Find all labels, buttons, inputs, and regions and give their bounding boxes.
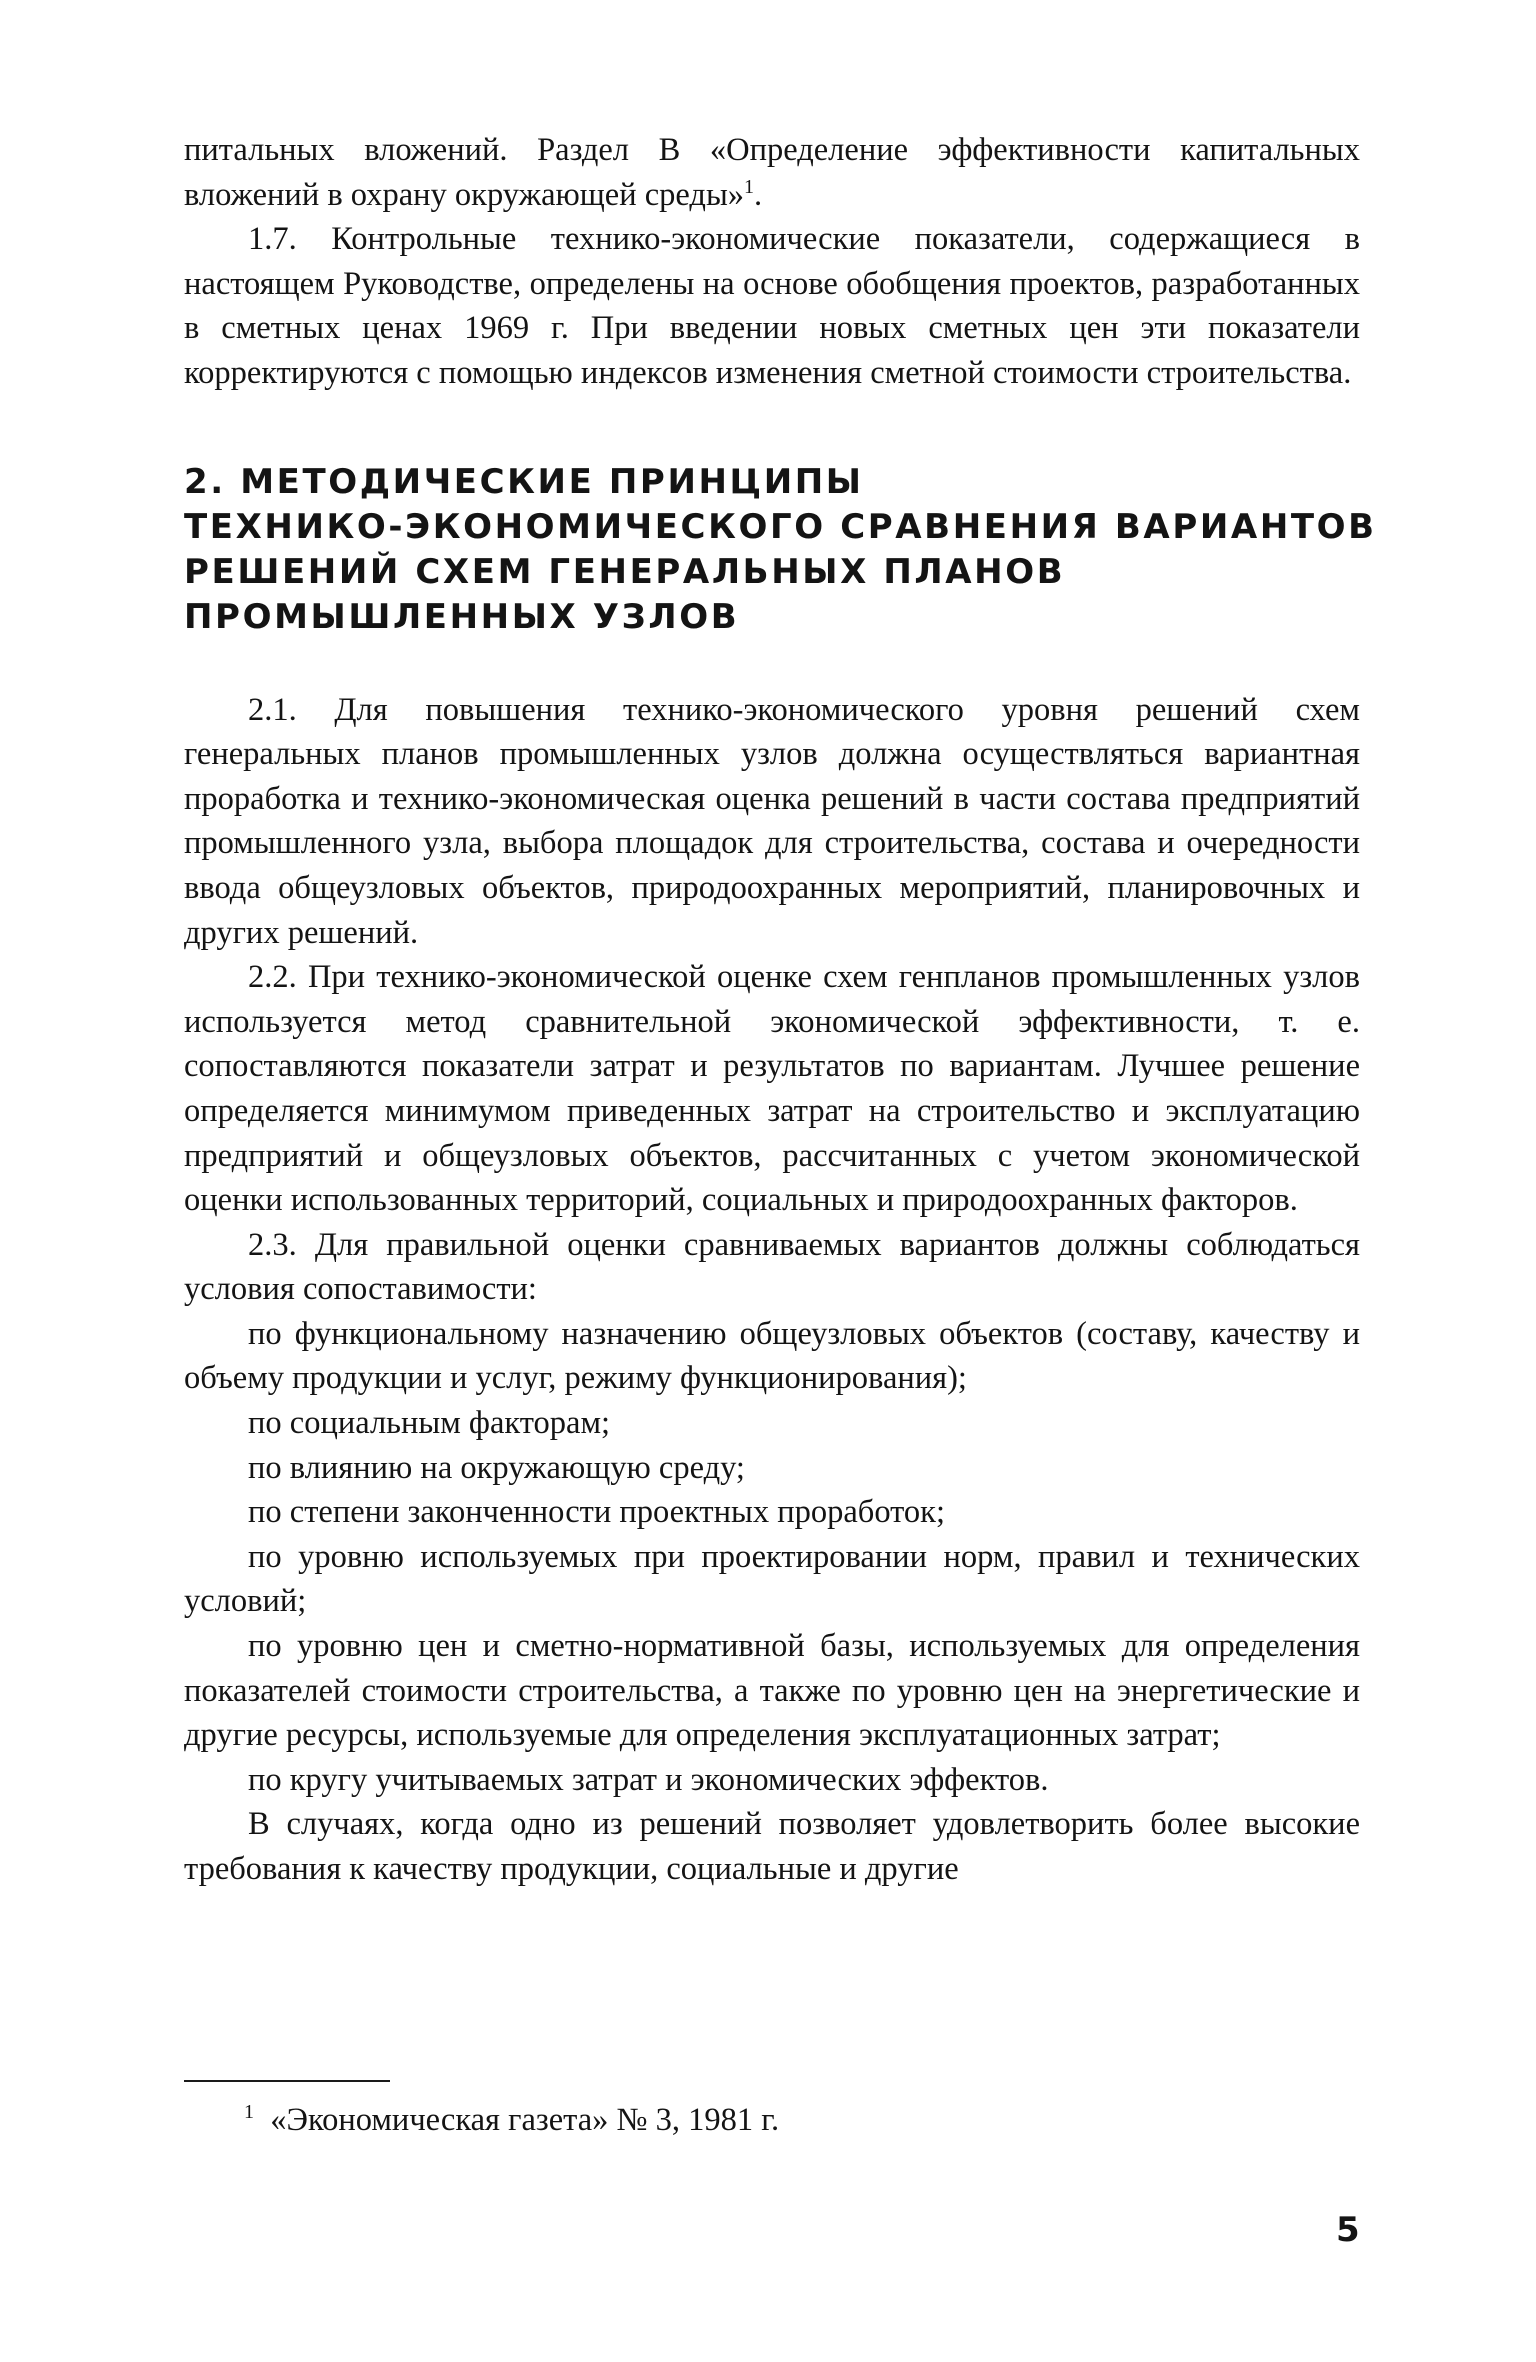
section-heading-line: ТЕХНИКО-ЭКОНОМИЧЕСКОГО СРАВНЕНИЯ ВАРИАНТОВ: [184, 506, 1377, 547]
paragraph-2-2: 2.2. При технико-экономической оценке схем генпланов промышленных узлов используется метод сравнительной экономической эффективности, т. е. сопоставляются показатели затрат и результатов по вариантам. Лучшее решение определяется минимумом приведенных затрат на строительство и эксплуатацию предприятий и общеузловых объектов, рассчитанных с учетом экономической оценки использованных территорий, социальных и природоохранных факторов.: [184, 959, 1360, 1219]
section-heading: [184, 460, 1377, 640]
condition-item: по уровню цен и сметно-нормативной базы, используемых для определения показателей стоимости строительства, а также по уровню цен на энергетические и другие ресурсы, используемые для определения эксплуатационных затрат;: [184, 1628, 1360, 1754]
condition-item: по влиянию на окружающую среду;: [248, 1449, 745, 1486]
condition-item: по социальным факторам;: [248, 1405, 611, 1442]
spacer: [184, 640, 1360, 688]
intro-continuation: [184, 128, 1360, 217]
paragraph-2-1: 2.1. Для повышения технико-экономического уровня решений схем генеральных планов промышленных узлов должна осуществляться вариантная проработка и технико-экономическая оценка решений в части состава предприятий промышленного узла, выбора площадок для строительства, состава и очередности ввода общеузловых объектов, природоохранных мероприятий, планировочных и других решений.: [184, 691, 1360, 951]
section-heading-line: ПРОМЫШЛЕННЫХ УЗЛОВ: [184, 596, 740, 637]
closing-paragraph: В случаях, когда одно из решений позволяет удовлетворить более высокие требования к качеству продукции, социальные и другие: [184, 1806, 1360, 1887]
footnote-reference: 1: [744, 175, 755, 198]
condition-item: по степени законченности проектных проработок;: [248, 1494, 946, 1531]
intro-continuation-end: .: [754, 176, 763, 213]
section-heading-line: 2. МЕТОДИЧЕСКИЕ ПРИНЦИПЫ: [184, 461, 864, 502]
page-number: 5: [1336, 2210, 1360, 2250]
condition-item: по функциональному назначению общеузловых объектов (составу, качеству и объему продукции и услуг, режиму функционирования);: [184, 1315, 1360, 1397]
paragraph-2-3: 2.3. Для правильной оценки сравниваемых вариантов должны соблюдаться условия сопоставимости:: [184, 1226, 1360, 1308]
intro-continuation-text: питальных вложений. Раздел В «Определение эффективности капитальных вложений в охрану окружающей среды»: [184, 132, 1360, 213]
footnote: [244, 2098, 779, 2142]
page-body: [184, 128, 1377, 1892]
footnote-mark: 1: [244, 2101, 254, 2124]
footnote-divider: [184, 2080, 390, 2082]
section-heading-line: РЕШЕНИЙ СХЕМ ГЕНЕРАЛЬНЫХ ПЛАНОВ: [184, 551, 1066, 592]
condition-item: по кругу учитываемых затрат и экономических эффектов.: [248, 1761, 1049, 1798]
condition-item: по уровню используемых при проектировании норм, правил и технических условий;: [184, 1538, 1360, 1620]
spacer: [184, 396, 1360, 460]
footnote-text: «Экономическая газета» № 3, 1981 г.: [270, 2102, 780, 2138]
paragraph-1-7: 1.7. Контрольные технико-экономические показатели, содержащиеся в настоящем Руководстве, определены на основе обобщения проектов, разработанных в сметных ценах 1969 г. При введении новых сметных цен эти показатели корректируются с помощью индексов изменения сметной стоимости строительства.: [184, 221, 1360, 391]
